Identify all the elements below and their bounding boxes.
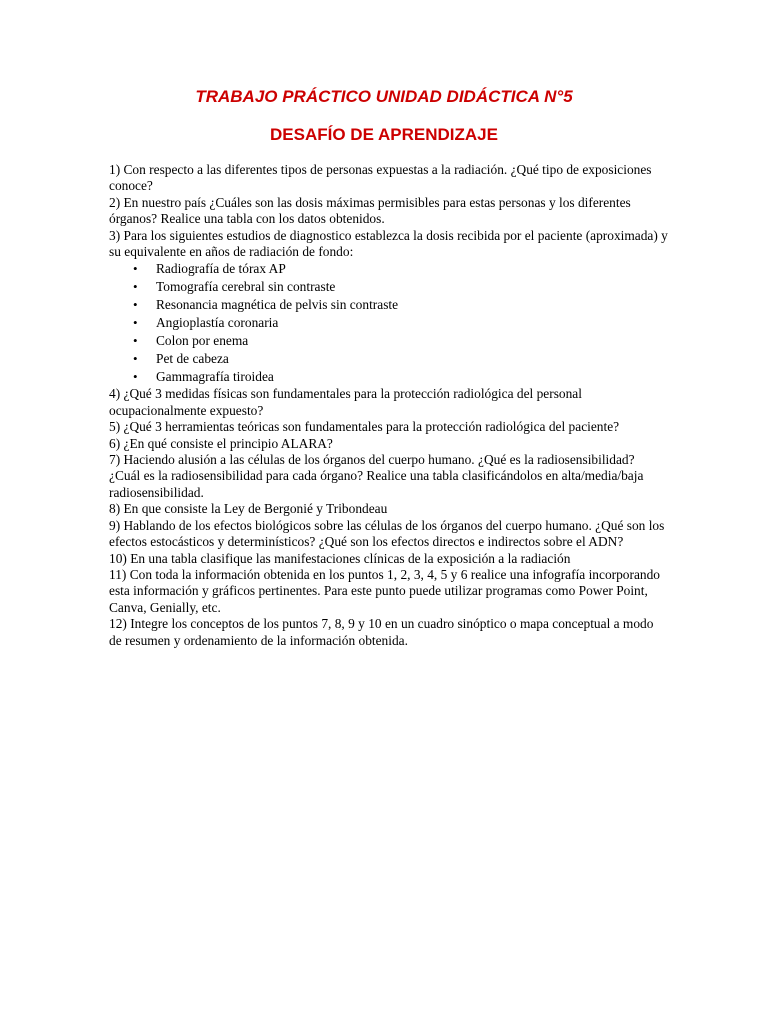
document-body (109, 162, 669, 649)
question-3: 3) Para los siguientes estudios de diagnostico establezca la dosis recibida por el paciente (aproximada) y su equivalente en años de radiación de fondo: (109, 227, 668, 260)
question-12: 12) Integre los conceptos de los puntos 7, 8, 9 y 10 en un cuadro sinóptico o mapa conceptual a modo de resumen y ordenamiento de la información obtenida. (109, 616, 654, 648)
list-item-label: Resonancia magnética de pelvis sin contraste (156, 297, 399, 313)
study-list (109, 260, 669, 386)
bullet-icon: • (133, 351, 138, 367)
bullet-icon: • (133, 279, 138, 295)
question-10: 10) En una tabla clasifique las manifestaciones clínicas de la exposición a la radiación (109, 550, 571, 566)
bullet-icon: • (133, 297, 138, 313)
list-item (109, 368, 669, 386)
question-8: 8) En que consiste la Ley de Bergonié y Tribondeau (109, 501, 388, 517)
bullet-icon: • (133, 315, 138, 331)
list-item-label: Angioplastía coronaria (156, 315, 279, 331)
document-subtitle: DESAFÍO DE APRENDIZAJE (270, 125, 498, 144)
question-1: 1) Con respecto a las diferentes tipos de personas expuestas a la radiación. ¿Qué tipo de exposiciones conoce? (109, 162, 652, 194)
list-item-label: Radiografía de tórax AP (156, 261, 286, 277)
list-item (109, 260, 669, 278)
question-11: 11) Con toda la información obtenida en los puntos 1, 2, 3, 4, 5 y 6 realice una infografía incorporando esta información y gráficos pertinentes. Para este punto puede utilizar programas como Power Point, Canva, Genially, etc. (109, 566, 660, 615)
question-2: 2) En nuestro país ¿Cuáles son las dosis máximas permisibles para estas personas y los diferentes órganos? Realice una tabla con los datos obtenidos. (109, 194, 631, 227)
question-7: 7) Haciendo alusión a las células de los órganos del cuerpo humano. ¿Qué es la radiosensibilidad? ¿Cuál es la radiosensibilidad para cada órgano? Realice una tabla clasificándolos en alta/media/baja radiosensibilidad. (109, 452, 644, 500)
bullet-icon: • (133, 333, 138, 349)
question-9: 9) Hablando de los efectos biológicos sobre las células de los órganos del cuerpo humano. ¿Qué son los efectos estocásticos y determinísticos? ¿Qué son los efectos directos e indirectos sobre el ADN? (109, 517, 665, 550)
question-6: 6) ¿En qué consiste el principio ALARA? (109, 435, 333, 451)
list-item-label: Gammagrafía tiroidea (156, 369, 274, 385)
list-item-label: Colon por enema (156, 333, 249, 349)
bullet-icon: • (133, 369, 138, 385)
list-item-label: Pet de cabeza (156, 351, 229, 367)
list-item-label: Tomografía cerebral sin contraste (156, 279, 336, 295)
bullet-icon: • (133, 261, 138, 277)
list-item (109, 314, 669, 332)
list-item (109, 296, 669, 314)
question-5: 5) ¿Qué 3 herramientas teóricas son fundamentales para la protección radiológica del paciente? (109, 419, 620, 435)
question-4: 4) ¿Qué 3 medidas físicas son fundamentales para la protección radiológica del personal ocupacionalmente expuesto? (109, 386, 582, 418)
list-item (109, 332, 669, 350)
list-item (109, 350, 669, 368)
list-item (109, 278, 669, 296)
document-title: TRABAJO PRÁCTICO UNIDAD DIDÁCTICA N°5 (195, 87, 573, 106)
